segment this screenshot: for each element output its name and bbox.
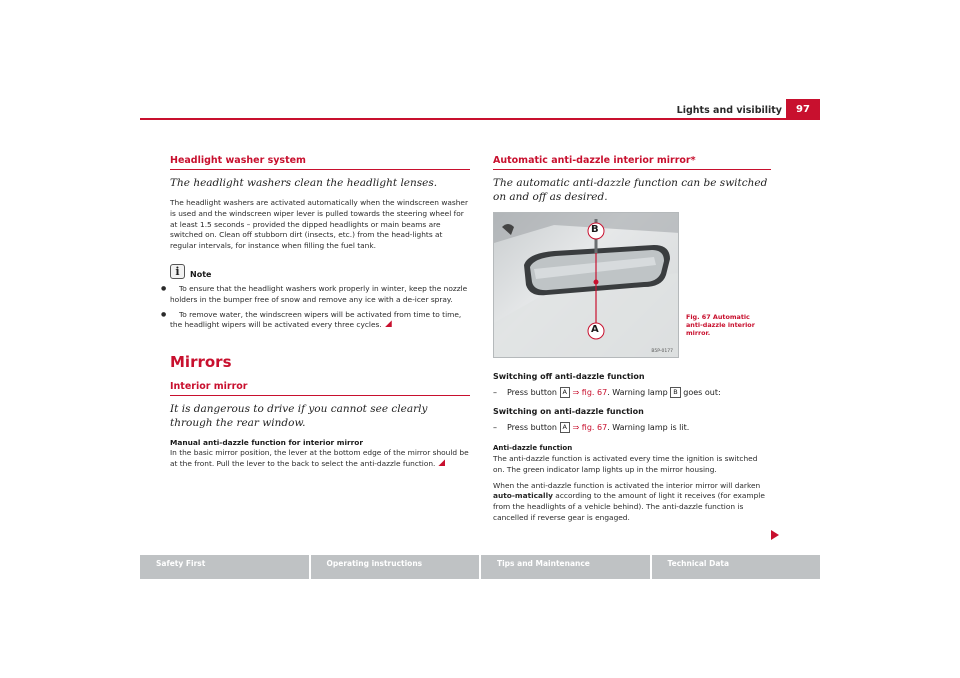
figure-caption: Fig. 67 Automatic anti-dazzle interior mirror. <box>686 313 755 337</box>
manual-anti-dazzle-text <box>170 448 470 470</box>
darken-text <box>493 481 771 524</box>
darken-text-end: according to the amount of light it receives (for example from the headlights of a vehicle behind). The anti-dazzle function is cancelled if reverse gear is engaged. <box>493 491 765 522</box>
button-a-label: A <box>560 422 570 433</box>
headlight-washer-text: The headlight washers are activated automatically when the windscreen washer is used and the windscreen wiper lever is pulled towards the steering wheel for at least 1.5 seconds – provided the dipped headlights or main beams are switched on. Clean off stubborn dirt (insects, etc.) from the head-lights at regular intervals, for instance when filling the fuel tank. <box>170 198 469 251</box>
manual-anti-dazzle-heading: Manual anti-dazzle function for interior mirror <box>170 438 364 448</box>
interior-mirror-subtitle: It is dangerous to drive if you cannot see clearly through the rear window. <box>170 403 428 430</box>
footer-nav <box>140 555 820 579</box>
note-item: ● To ensure that the headlight washers work properly in winter, keep the nozzle holders in the bumper free of snow and remove any ice with a de-icer spray. <box>170 284 470 306</box>
manual-anti-dazzle-body: In the basic mirror position, the lever at the bottom edge of the mirror should be at the front. Pull the lever to the back to select the anti-dazzle function. <box>170 448 469 468</box>
interior-mirror-title: Interior mirror <box>170 381 470 396</box>
switch-off-step-text <box>507 387 721 399</box>
goes-out-text: goes out: <box>683 388 721 397</box>
tab-tips-and-maintenance[interactable]: Tips and Maintenance <box>481 555 650 579</box>
darken-text-bold: auto-matically <box>493 491 553 501</box>
auto-anti-dazzle-title: Automatic anti-dazzle interior mirror* <box>493 155 771 170</box>
left-column <box>170 155 470 470</box>
note-list <box>170 284 470 331</box>
tab-technical-data[interactable]: Technical Data <box>652 555 821 579</box>
figure-reference-link[interactable]: ⇒ fig. 67 <box>572 423 608 432</box>
note-label: Note <box>190 269 212 279</box>
button-b-label: B <box>670 387 680 398</box>
press-text: Press button <box>507 423 557 432</box>
fig-label-a: A <box>591 324 599 335</box>
note-item <box>170 310 470 332</box>
switch-off-step <box>493 387 771 399</box>
step-dash: – <box>493 388 497 397</box>
switch-on-step <box>493 422 771 434</box>
button-a-label: A <box>560 387 570 398</box>
auto-anti-dazzle-subtitle: The automatic anti-dazzle function can be switched on and off as desired. <box>493 177 768 203</box>
warning-lamp-text: . Warning lamp <box>607 388 668 397</box>
tab-safety-first[interactable]: Safety First <box>140 555 309 579</box>
switch-on-heading: Switching on anti-dazzle function <box>493 407 644 416</box>
header-rule <box>140 118 820 120</box>
anti-dazzle-function-heading: Anti-dazzle function <box>493 444 573 452</box>
page-number: 97 <box>786 99 820 119</box>
switch-off-heading: Switching off anti-dazzle function <box>493 372 645 381</box>
is-lit-text: . Warning lamp is lit. <box>607 423 690 432</box>
press-text: Press button <box>507 388 557 397</box>
figure-67 <box>493 212 755 358</box>
right-column <box>493 155 771 524</box>
step-dash: – <box>493 423 497 432</box>
mirror-drawing <box>494 213 679 358</box>
mirrors-title: Mirrors <box>170 353 232 372</box>
figure-code: B5P-0177 <box>651 349 673 354</box>
headlight-washer-subtitle: The headlight washers clean the headlight lenses. <box>170 177 438 189</box>
darken-text-start: When the anti-dazzle function is activated the interior mirror will darken <box>493 480 761 490</box>
note-item-text: To remove water, the windscreen wipers will be activated from time to time, the headlight wipers will be activated every three cycles. <box>170 309 462 330</box>
switch-on-step-text <box>507 422 689 434</box>
section-end-icon <box>438 459 445 466</box>
note-heading <box>170 264 470 279</box>
section-header-title: Lights and visibility <box>676 105 782 116</box>
info-note-icon: i <box>170 264 185 279</box>
tab-operating-instructions[interactable]: Operating instructions <box>311 555 480 579</box>
mirror-illustration <box>493 212 679 358</box>
section-end-icon <box>385 320 392 327</box>
figure-reference-link[interactable]: ⇒ fig. 67 <box>572 388 608 397</box>
headlight-washer-title: Headlight washer system <box>170 155 470 170</box>
anti-dazzle-function-text: The anti-dazzle function is activated every time the ignition is switched on. The green indicator lamp lights up in the mirror housing. <box>493 454 758 474</box>
fig-label-b: B <box>591 224 599 235</box>
continue-arrow-icon[interactable] <box>771 530 779 540</box>
